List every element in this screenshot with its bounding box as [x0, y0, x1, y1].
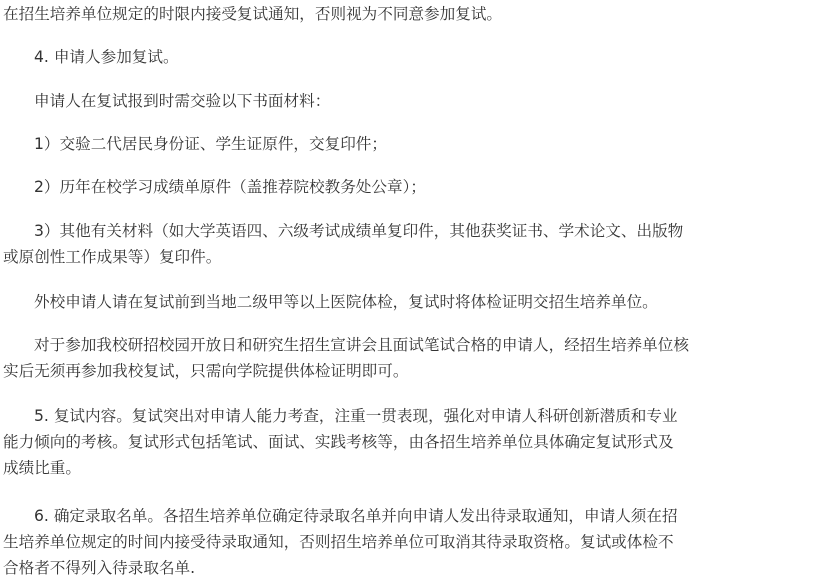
paragraph-materials-intro [3, 88, 815, 114]
paragraph-medical-exam [3, 289, 815, 315]
text-line: 申请人在复试报到时需交验以下书面材料： [34, 92, 331, 110]
paragraph-material-3 [3, 218, 815, 270]
text-line: 2）历年在校学习成绩单原件（盖推荐院校教务处公章）； [34, 178, 426, 196]
text-line: 合格者不得列入待录取名单. [3, 559, 196, 577]
text-line: 1）交验二代居民身份证、学生证原件，交复印件； [34, 135, 387, 153]
text-line: 在招生培养单位规定的时限内接受复试通知，否则视为不同意参加复试。 [3, 5, 503, 23]
text-line: 外校申请人请在复试前到当地二级甲等以上医院体检，复试时将体检证明交招生培养单位。 [34, 293, 658, 311]
paragraph-open-day-exemption [3, 332, 815, 384]
paragraph-material-1 [3, 131, 815, 157]
text-line: 成绩比重。 [3, 459, 81, 477]
text-line: 或原创性工作成果等）复印件。 [3, 248, 222, 266]
paragraph-item-6-admission-list [3, 503, 815, 581]
text-line: 3）其他有关材料（如大学英语四、六级考试成绩单复印件，其他获奖证书、学术论文、出版物 [34, 222, 684, 240]
text-line: 实后无须再参加我校复试，只需向学院提供体检证明即可。 [3, 362, 409, 380]
text-line: 生培养单位规定的时间内接受待录取通知，否则招生培养单位可取消其待录取资格。复试或体检不 [3, 533, 674, 551]
text-line: 能力倾向的考核。复试形式包括笔试、面试、实践考核等，由各招生培养单位具体确定复试形式及 [3, 433, 674, 451]
paragraph-item-4-heading [3, 44, 815, 70]
text-line: 4. 申请人参加复试。 [34, 48, 179, 66]
text-line: 对于参加我校研招校园开放日和研究生招生宣讲会且面试笔试合格的申请人，经招生培养单位核 [34, 336, 689, 354]
text-line: 6. 确定录取名单。各招生培养单位确定待录取名单并向申请人发出待录取通知，申请人须在招 [34, 507, 678, 525]
paragraph-item-5-retest-content [3, 403, 815, 481]
paragraph-retest-notice-deadline [3, 1, 815, 27]
paragraph-material-2 [3, 174, 815, 200]
text-line: 5. 复试内容。复试突出对申请人能力考查，注重一贯表现，强化对申请人科研创新潜质和专业 [34, 407, 678, 425]
